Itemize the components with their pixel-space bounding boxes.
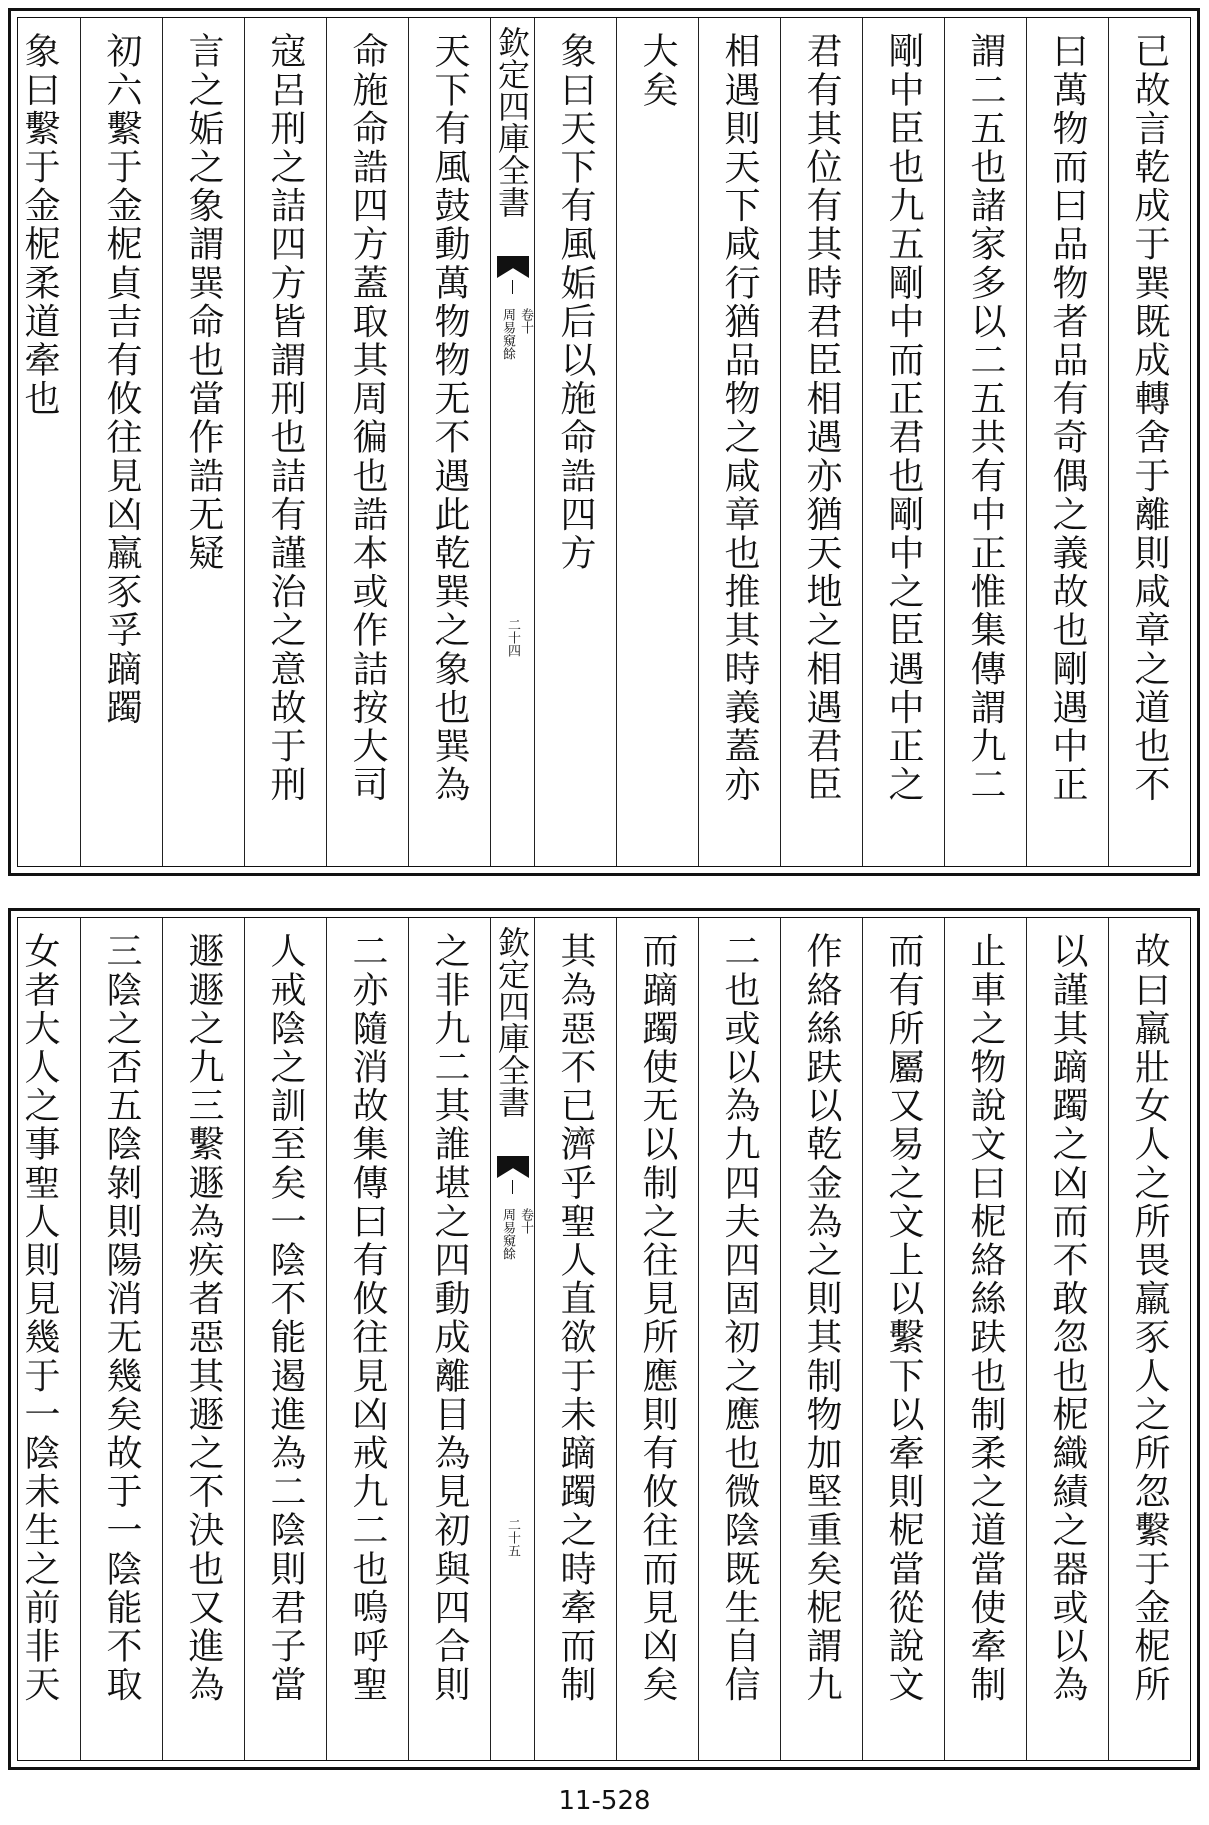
text-column: 剛中臣也九五剛中而正君也剛中之臣遇中正之 (862, 18, 944, 866)
text-column: 已故言乾成于巽既成轉舍于離則咸章之道也不 (1108, 18, 1190, 866)
text-column: 三陰之否五陰剝則陽消无幾矣故于一陰能不取 (80, 918, 162, 1760)
text-column: 二也或以為九四夫四固初之應也微陰既生自信 (698, 918, 780, 1760)
fishtail-mark (497, 256, 529, 278)
center-page-number: 二十五 (505, 1518, 520, 1557)
fishtail-mark (497, 1156, 529, 1178)
text-column: 人戒陰之訓至矣一陰不能遏進為二陰則君子當 (244, 918, 326, 1760)
text-column: 作絡絲趺以乾金為之則其制物加堅重矣柅謂九 (780, 918, 862, 1760)
text-column: 相遇則天下咸行猶品物之咸章也推其時義蓋亦 (698, 18, 780, 866)
text-column: 止車之物說文曰柅絡絲趺也制柔之道當使牽制 (944, 918, 1026, 1760)
text-column: 而蹢躅使无以制之往見所應則有攸往而見凶矣 (616, 918, 698, 1760)
center-juan: 卷十 (518, 308, 533, 334)
text-column: 曰萬物而曰品物者品有奇偶之義故也剛遇中正 (1026, 18, 1108, 866)
top-page-frame (17, 17, 1191, 867)
center-column (490, 18, 534, 866)
text-column: 謂二五也諸家多以二五共有中正惟集傳謂九二 (944, 18, 1026, 866)
fishtail-line (512, 280, 513, 294)
text-column: 以謹其蹢躅之凶而不敢忽也柅織績之器或以為 (1026, 918, 1108, 1760)
bottom-page-frame (17, 917, 1191, 1761)
center-book-title: 周易窺餘 (500, 1208, 515, 1260)
text-column: 大矣 (616, 18, 698, 866)
text-column: 初六繫于金柅貞吉有攸往見凶羸豕孚蹢躅 (80, 18, 162, 866)
text-column: 其為惡不已濟乎聖人直欲于未蹢躅之時牽而制 (534, 918, 616, 1760)
text-column: 之非九二其誰堪之四動成離目為見初與四合則 (408, 918, 490, 1760)
center-page-number: 二十四 (505, 618, 520, 657)
text-column: 二亦隨消故集傳曰有攸往見凶戒九二也嗚呼聖 (326, 918, 408, 1760)
fishtail-line (512, 1180, 513, 1194)
text-column: 女者大人之事聖人則見幾于一陰未生之前非天 (0, 918, 80, 1760)
bottom-text-columns (18, 918, 1190, 1760)
page-number: 11-528 (558, 1786, 651, 1816)
bottom-page-half (8, 908, 1200, 1770)
text-column: 君有其位有其時君臣相遇亦猶天地之相遇君臣 (780, 18, 862, 866)
center-juan: 卷十 (518, 1208, 533, 1234)
text-column: 象曰天下有風姤后以施命誥四方 (534, 18, 616, 866)
text-column: 而有所屬又易之文上以繫下以牽則柅當從說文 (862, 918, 944, 1760)
text-column: 寇呂刑之詰四方皆謂刑也詰有謹治之意故于刑 (244, 18, 326, 866)
text-column: 象曰繫于金柅柔道牽也 (0, 18, 80, 866)
top-page-half (8, 8, 1200, 876)
text-column: 遯遯之九三繫遯為疾者惡其遯之不決也又進為 (162, 918, 244, 1760)
text-column: 言之姤之象謂巽命也當作誥无疑 (162, 18, 244, 866)
center-book-title: 周易窺餘 (500, 308, 515, 360)
text-column: 故曰羸壯女人之所畏羸豕人之所忽繫于金柅所 (1108, 918, 1190, 1760)
center-title: 欽定四庫全書 (493, 926, 531, 1118)
center-column (490, 918, 534, 1760)
text-column: 天下有風鼓動萬物物无不遇此乾巽之象也巽為 (408, 18, 490, 866)
top-text-columns (18, 18, 1190, 866)
text-column: 命施命誥四方蓋取其周徧也誥本或作詰按大司 (326, 18, 408, 866)
center-title: 欽定四庫全書 (493, 26, 531, 218)
